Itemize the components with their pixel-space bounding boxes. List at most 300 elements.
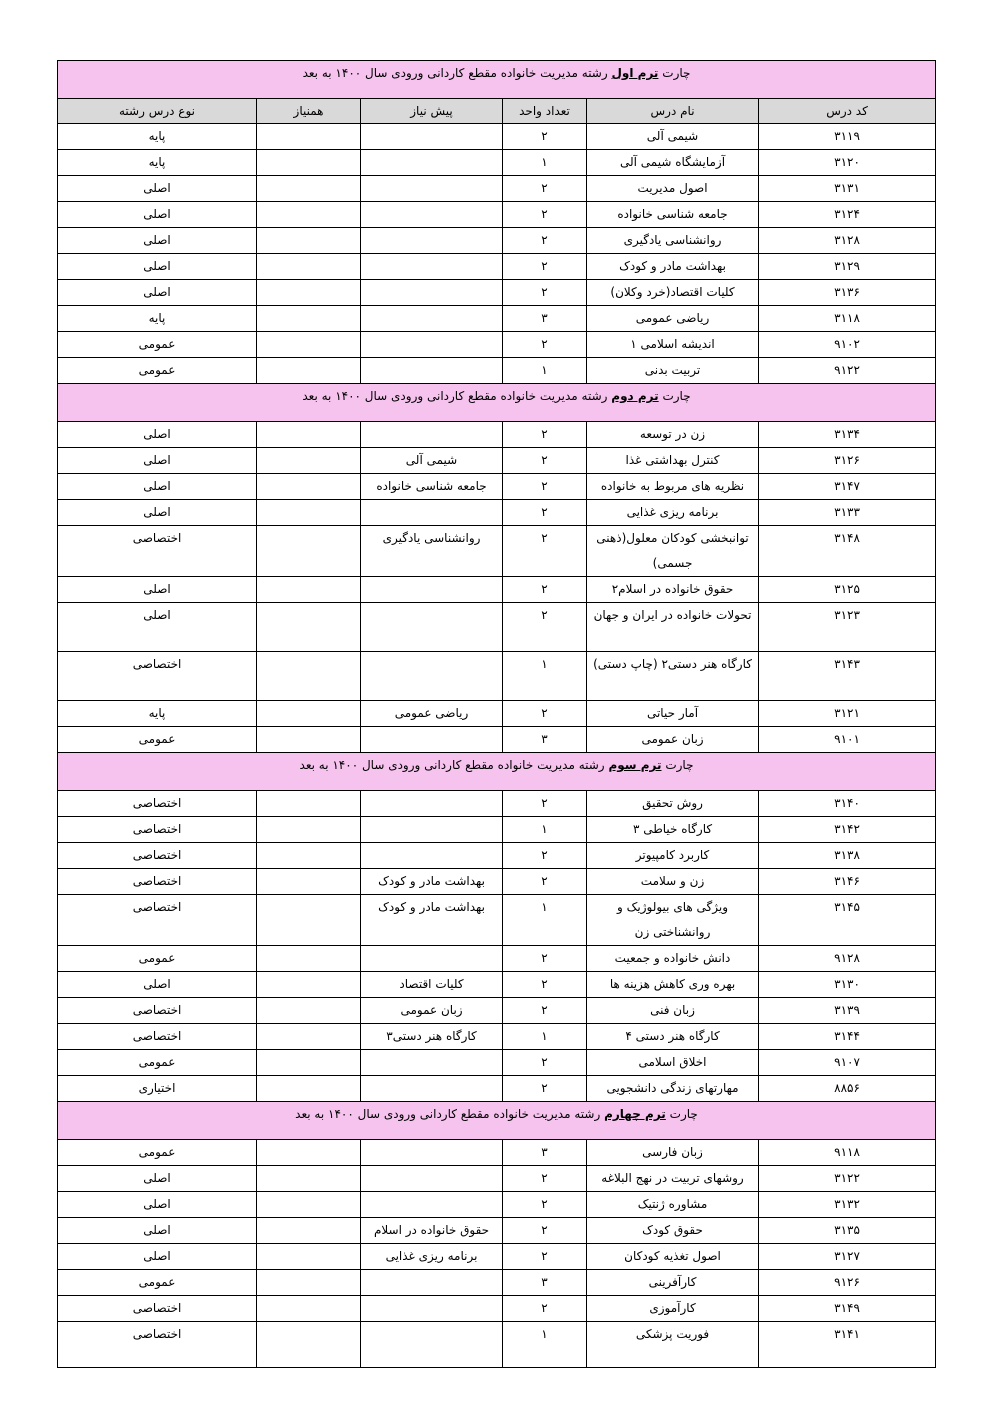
units-cell: ۲ xyxy=(503,577,587,603)
table-row xyxy=(58,1024,936,1050)
course-code-cell: ۳۱۲۶ xyxy=(759,448,936,474)
table-row xyxy=(58,869,936,895)
course-name-cell: زبان عمومی xyxy=(587,727,759,753)
course-name-cell: توانبخشی کودکان معلول(ذهنی جسمی) xyxy=(587,526,759,577)
course-name-cell: شیمی آلی xyxy=(587,124,759,150)
corequisite-cell xyxy=(257,306,361,332)
course-name-cell: دانش خانواده و جمعیت xyxy=(587,946,759,972)
prerequisite-cell: زبان عمومی xyxy=(361,998,503,1024)
table-row xyxy=(58,306,936,332)
table-row xyxy=(58,603,936,652)
section-title-end: رشته مدیریت خانواده مقطع کاردانی ورودی سال ۱۴۰۰ به بعد xyxy=(302,66,608,80)
section-title xyxy=(58,753,936,791)
corequisite-cell xyxy=(257,727,361,753)
course-code-cell: ۳۱۳۸ xyxy=(759,843,936,869)
course-type-cell: عمومی xyxy=(58,332,257,358)
course-code-cell: ۳۱۴۹ xyxy=(759,1296,936,1322)
column-header-name: نام درس xyxy=(587,99,759,124)
course-code-cell: ۹۱۲۲ xyxy=(759,358,936,384)
corequisite-cell xyxy=(257,1024,361,1050)
table-row xyxy=(58,998,936,1024)
course-code-cell: ۳۱۲۴ xyxy=(759,202,936,228)
course-name-cell: کارگاه خیاطی ۳ xyxy=(587,817,759,843)
units-cell: ۱ xyxy=(503,358,587,384)
corequisite-cell xyxy=(257,1218,361,1244)
prerequisite-cell: جامعه شناسی خانواده xyxy=(361,474,503,500)
corequisite-cell xyxy=(257,202,361,228)
course-code-cell: ۹۱۰۱ xyxy=(759,727,936,753)
section-title xyxy=(58,384,936,422)
units-cell: ۳ xyxy=(503,306,587,332)
course-name-cell: زن در توسعه xyxy=(587,422,759,448)
course-code-cell: ۳۱۴۴ xyxy=(759,1024,936,1050)
course-type-cell: پایه xyxy=(58,150,257,176)
section-term: ترم دوم xyxy=(611,389,659,403)
course-code-cell: ۳۱۳۹ xyxy=(759,998,936,1024)
prerequisite-cell xyxy=(361,817,503,843)
corequisite-cell xyxy=(257,869,361,895)
course-code-cell: ۳۱۳۰ xyxy=(759,972,936,998)
table-row xyxy=(58,1192,936,1218)
course-name-cell: ریاضی عمومی xyxy=(587,306,759,332)
table-row xyxy=(58,946,936,972)
prerequisite-cell xyxy=(361,332,503,358)
table-row xyxy=(58,1140,936,1166)
units-cell: ۲ xyxy=(503,701,587,727)
course-name-cell: بهره وری کاهش هزینه ها xyxy=(587,972,759,998)
course-type-cell: اصلی xyxy=(58,500,257,526)
units-cell: ۲ xyxy=(503,500,587,526)
units-cell: ۱ xyxy=(503,1024,587,1050)
corequisite-cell xyxy=(257,422,361,448)
course-name-cell: روانشناسی یادگیری xyxy=(587,228,759,254)
prerequisite-cell xyxy=(361,946,503,972)
course-type-cell: اصلی xyxy=(58,1218,257,1244)
prerequisite-cell: روانشناسی یادگیری xyxy=(361,526,503,577)
corequisite-cell xyxy=(257,1140,361,1166)
units-cell: ۳ xyxy=(503,1270,587,1296)
units-cell: ۲ xyxy=(503,280,587,306)
prerequisite-cell: برنامه ریزی غذایی xyxy=(361,1244,503,1270)
table-row xyxy=(58,1166,936,1192)
section-title-row xyxy=(58,384,936,422)
corequisite-cell xyxy=(257,228,361,254)
table-row xyxy=(58,701,936,727)
table-row xyxy=(58,1296,936,1322)
prerequisite-cell xyxy=(361,652,503,701)
units-cell: ۳ xyxy=(503,727,587,753)
corequisite-cell xyxy=(257,972,361,998)
course-type-cell: اختصاصی xyxy=(58,843,257,869)
course-name-cell: زن و سلامت xyxy=(587,869,759,895)
course-name-cell: کارگاه هنر دستی۲ (چاپ دستی) xyxy=(587,652,759,701)
corequisite-cell xyxy=(257,603,361,652)
course-code-cell: ۳۱۳۱ xyxy=(759,176,936,202)
prerequisite-cell xyxy=(361,306,503,332)
units-cell: ۲ xyxy=(503,972,587,998)
corequisite-cell xyxy=(257,1322,361,1368)
section-title xyxy=(58,1102,936,1140)
section-title-start: چارت xyxy=(662,66,691,80)
course-type-cell: اصلی xyxy=(58,280,257,306)
course-type-cell: اصلی xyxy=(58,972,257,998)
prerequisite-cell xyxy=(361,422,503,448)
prerequisite-cell xyxy=(361,577,503,603)
course-type-cell: اصلی xyxy=(58,1166,257,1192)
course-type-cell: اصلی xyxy=(58,422,257,448)
prerequisite-cell xyxy=(361,176,503,202)
corequisite-cell xyxy=(257,1192,361,1218)
course-name-cell: جامعه شناسی خانواده xyxy=(587,202,759,228)
course-type-cell: عمومی xyxy=(58,946,257,972)
units-cell: ۲ xyxy=(503,1050,587,1076)
section-title-row xyxy=(58,1102,936,1140)
corequisite-cell xyxy=(257,500,361,526)
prerequisite-cell xyxy=(361,1192,503,1218)
course-code-cell: ۳۱۴۱ xyxy=(759,1322,936,1368)
corequisite-cell xyxy=(257,280,361,306)
course-type-cell: اصلی xyxy=(58,1244,257,1270)
corequisite-cell xyxy=(257,526,361,577)
prerequisite-cell xyxy=(361,1270,503,1296)
course-type-cell: پایه xyxy=(58,124,257,150)
column-header-row xyxy=(58,99,936,124)
table-row xyxy=(58,124,936,150)
prerequisite-cell xyxy=(361,202,503,228)
table-row xyxy=(58,1244,936,1270)
course-name-cell: اصول تغذیه کودکان xyxy=(587,1244,759,1270)
table-row xyxy=(58,577,936,603)
units-cell: ۲ xyxy=(503,124,587,150)
units-cell: ۲ xyxy=(503,1166,587,1192)
course-code-cell: ۳۱۳۶ xyxy=(759,280,936,306)
course-name-cell: فوریت پزشکی xyxy=(587,1322,759,1368)
course-name-cell: کاربرد کامپیوتر xyxy=(587,843,759,869)
chart-body xyxy=(58,61,936,1368)
course-type-cell: اختصاصی xyxy=(58,895,257,946)
section-title-start: چارت xyxy=(669,1107,698,1121)
prerequisite-cell xyxy=(361,150,503,176)
prerequisite-cell xyxy=(361,228,503,254)
corequisite-cell xyxy=(257,1050,361,1076)
course-name-cell: اخلاق اسلامی xyxy=(587,1050,759,1076)
course-code-cell: ۳۱۳۳ xyxy=(759,500,936,526)
units-cell: ۱ xyxy=(503,1322,587,1368)
table-row xyxy=(58,1270,936,1296)
course-type-cell: اصلی xyxy=(58,228,257,254)
units-cell: ۲ xyxy=(503,1244,587,1270)
table-row xyxy=(58,895,936,946)
units-cell: ۲ xyxy=(503,202,587,228)
course-code-cell: ۳۱۴۰ xyxy=(759,791,936,817)
corequisite-cell xyxy=(257,1076,361,1102)
course-name-cell: کارگاه هنر دستی ۴ xyxy=(587,1024,759,1050)
units-cell: ۲ xyxy=(503,603,587,652)
course-code-cell: ۳۱۳۴ xyxy=(759,422,936,448)
course-code-cell: ۳۱۱۸ xyxy=(759,306,936,332)
prerequisite-cell xyxy=(361,280,503,306)
course-type-cell: عمومی xyxy=(58,1140,257,1166)
table-row xyxy=(58,1050,936,1076)
table-row xyxy=(58,500,936,526)
corequisite-cell xyxy=(257,254,361,280)
units-cell: ۲ xyxy=(503,869,587,895)
course-code-cell: ۹۱۲۸ xyxy=(759,946,936,972)
prerequisite-cell xyxy=(361,500,503,526)
prerequisite-cell: بهداشت مادر و کودک xyxy=(361,895,503,946)
units-cell: ۲ xyxy=(503,1192,587,1218)
table-row xyxy=(58,817,936,843)
prerequisite-cell: شیمی آلی xyxy=(361,448,503,474)
table-row xyxy=(58,474,936,500)
course-code-cell: ۳۱۲۸ xyxy=(759,228,936,254)
course-code-cell: ۳۱۴۵ xyxy=(759,895,936,946)
course-name-cell: زبان فنی xyxy=(587,998,759,1024)
units-cell: ۲ xyxy=(503,176,587,202)
units-cell: ۱ xyxy=(503,895,587,946)
course-type-cell: اختصاصی xyxy=(58,1296,257,1322)
course-name-cell: تربیت بدنی xyxy=(587,358,759,384)
course-code-cell: ۳۱۴۲ xyxy=(759,817,936,843)
course-name-cell: نظریه های مربوط به خانواده xyxy=(587,474,759,500)
course-type-cell: اختیاری xyxy=(58,1076,257,1102)
course-code-cell: ۳۱۴۷ xyxy=(759,474,936,500)
prerequisite-cell xyxy=(361,1076,503,1102)
corequisite-cell xyxy=(257,124,361,150)
prerequisite-cell: کارگاه هنر دستی۳ xyxy=(361,1024,503,1050)
column-header-code: کد درس xyxy=(759,99,936,124)
prerequisite-cell: حقوق خانواده در اسلام xyxy=(361,1218,503,1244)
course-name-cell: مشاوره ژنتیک xyxy=(587,1192,759,1218)
prerequisite-cell: بهداشت مادر و کودک xyxy=(361,869,503,895)
table-row xyxy=(58,972,936,998)
course-code-cell: ۳۱۲۳ xyxy=(759,603,936,652)
table-row xyxy=(58,280,936,306)
section-term: ترم چهارم xyxy=(604,1107,666,1121)
course-type-cell: اختصاصی xyxy=(58,652,257,701)
corequisite-cell xyxy=(257,1270,361,1296)
units-cell: ۲ xyxy=(503,526,587,577)
table-row xyxy=(58,176,936,202)
corequisite-cell xyxy=(257,701,361,727)
section-title xyxy=(58,61,936,99)
prerequisite-cell xyxy=(361,1296,503,1322)
corequisite-cell xyxy=(257,332,361,358)
units-cell: ۲ xyxy=(503,448,587,474)
table-row xyxy=(58,1218,936,1244)
units-cell: ۲ xyxy=(503,332,587,358)
course-name-cell: کارآموزی xyxy=(587,1296,759,1322)
units-cell: ۳ xyxy=(503,1140,587,1166)
course-code-cell: ۳۱۲۷ xyxy=(759,1244,936,1270)
course-name-cell: برنامه ریزی غذایی xyxy=(587,500,759,526)
table-row xyxy=(58,150,936,176)
corequisite-cell xyxy=(257,652,361,701)
prerequisite-cell xyxy=(361,1050,503,1076)
units-cell: ۲ xyxy=(503,474,587,500)
course-name-cell: روش تحقیق xyxy=(587,791,759,817)
prerequisite-cell xyxy=(361,1166,503,1192)
units-cell: ۲ xyxy=(503,1218,587,1244)
course-code-cell: ۳۱۳۵ xyxy=(759,1218,936,1244)
corequisite-cell xyxy=(257,577,361,603)
course-type-cell: اختصاصی xyxy=(58,869,257,895)
course-name-cell: زبان فارسی xyxy=(587,1140,759,1166)
prerequisite-cell xyxy=(361,1140,503,1166)
corequisite-cell xyxy=(257,998,361,1024)
corequisite-cell xyxy=(257,1296,361,1322)
prerequisite-cell xyxy=(361,603,503,652)
curriculum-chart-table xyxy=(57,60,936,1368)
units-cell: ۱ xyxy=(503,652,587,701)
section-title-row xyxy=(58,753,936,791)
table-row xyxy=(58,1076,936,1102)
course-name-cell: روشهای تربیت در نهج البلاغه xyxy=(587,1166,759,1192)
course-code-cell: ۸۸۵۶ xyxy=(759,1076,936,1102)
course-type-cell: اصلی xyxy=(58,1192,257,1218)
course-code-cell: ۹۱۰۲ xyxy=(759,332,936,358)
course-code-cell: ۳۱۲۹ xyxy=(759,254,936,280)
section-title-start: چارت xyxy=(662,389,691,403)
units-cell: ۲ xyxy=(503,791,587,817)
section-title-end: رشته مدیریت خانواده مقطع کاردانی ورودی سال ۱۴۰۰ به بعد xyxy=(295,1107,601,1121)
course-type-cell: اصلی xyxy=(58,577,257,603)
course-code-cell: ۳۱۲۵ xyxy=(759,577,936,603)
prerequisite-cell xyxy=(361,843,503,869)
table-row xyxy=(58,358,936,384)
column-header-type: نوع درس رشته xyxy=(58,99,257,124)
table-row xyxy=(58,422,936,448)
course-type-cell: عمومی xyxy=(58,727,257,753)
units-cell: ۲ xyxy=(503,946,587,972)
prerequisite-cell: ریاضی عمومی xyxy=(361,701,503,727)
units-cell: ۲ xyxy=(503,843,587,869)
prerequisite-cell: کلیات اقتصاد xyxy=(361,972,503,998)
corequisite-cell xyxy=(257,176,361,202)
column-header-units: تعداد واحد xyxy=(503,99,587,124)
section-title-end: رشته مدیریت خانواده مقطع کاردانی ورودی سال ۱۴۰۰ به بعد xyxy=(302,389,608,403)
course-name-cell: کلیات اقتصاد(خرد وکلان) xyxy=(587,280,759,306)
column-header-coreq: همنیاز xyxy=(257,99,361,124)
prerequisite-cell xyxy=(361,791,503,817)
table-row xyxy=(58,332,936,358)
course-type-cell: اصلی xyxy=(58,176,257,202)
course-type-cell: اصلی xyxy=(58,202,257,228)
section-title-end: رشته مدیریت خانواده مقطع کاردانی ورودی سال ۱۴۰۰ به بعد xyxy=(299,758,605,772)
table-row xyxy=(58,526,936,577)
course-code-cell: ۳۱۱۹ xyxy=(759,124,936,150)
prerequisite-cell xyxy=(361,358,503,384)
course-type-cell: عمومی xyxy=(58,1270,257,1296)
course-type-cell: اصلی xyxy=(58,254,257,280)
course-code-cell: ۳۱۴۸ xyxy=(759,526,936,577)
units-cell: ۱ xyxy=(503,150,587,176)
corequisite-cell xyxy=(257,1166,361,1192)
course-type-cell: اختصاصی xyxy=(58,817,257,843)
table-row xyxy=(58,448,936,474)
table-row xyxy=(58,843,936,869)
course-name-cell: اندیشه اسلامی ۱ xyxy=(587,332,759,358)
corequisite-cell xyxy=(257,1244,361,1270)
course-name-cell: آزمایشگاه شیمی آلی xyxy=(587,150,759,176)
table-row xyxy=(58,652,936,701)
corequisite-cell xyxy=(257,448,361,474)
table-row xyxy=(58,727,936,753)
course-code-cell: ۳۱۴۶ xyxy=(759,869,936,895)
course-type-cell: پایه xyxy=(58,306,257,332)
section-title-row xyxy=(58,61,936,99)
corequisite-cell xyxy=(257,817,361,843)
column-header-prereq: پیش نیاز xyxy=(361,99,503,124)
units-cell: ۱ xyxy=(503,817,587,843)
units-cell: ۲ xyxy=(503,254,587,280)
course-type-cell: عمومی xyxy=(58,358,257,384)
table-row xyxy=(58,202,936,228)
course-name-cell: بهداشت مادر و کودک xyxy=(587,254,759,280)
corequisite-cell xyxy=(257,358,361,384)
table-row xyxy=(58,228,936,254)
units-cell: ۲ xyxy=(503,228,587,254)
table-row xyxy=(58,254,936,280)
units-cell: ۲ xyxy=(503,422,587,448)
course-code-cell: ۳۱۲۱ xyxy=(759,701,936,727)
units-cell: ۲ xyxy=(503,998,587,1024)
course-name-cell: اصول مدیریت xyxy=(587,176,759,202)
course-type-cell: اختصاصی xyxy=(58,791,257,817)
corequisite-cell xyxy=(257,946,361,972)
prerequisite-cell xyxy=(361,1322,503,1368)
prerequisite-cell xyxy=(361,254,503,280)
course-code-cell: ۳۱۴۳ xyxy=(759,652,936,701)
units-cell: ۲ xyxy=(503,1296,587,1322)
course-name-cell: مهارتهای زندگی دانشجویی xyxy=(587,1076,759,1102)
course-code-cell: ۳۱۳۲ xyxy=(759,1192,936,1218)
course-code-cell: ۳۱۲۰ xyxy=(759,150,936,176)
course-type-cell: اختصاصی xyxy=(58,1024,257,1050)
course-name-cell: آمار حیاتی xyxy=(587,701,759,727)
course-type-cell: اصلی xyxy=(58,474,257,500)
units-cell: ۲ xyxy=(503,1076,587,1102)
course-type-cell: اختصاصی xyxy=(58,998,257,1024)
table-row xyxy=(58,791,936,817)
course-name-cell: تحولات خانواده در ایران و جهان xyxy=(587,603,759,652)
course-type-cell: اختصاصی xyxy=(58,526,257,577)
course-type-cell: پایه xyxy=(58,701,257,727)
section-title-start: چارت xyxy=(665,758,694,772)
course-name-cell: کارآفرینی xyxy=(587,1270,759,1296)
course-code-cell: ۹۱۱۸ xyxy=(759,1140,936,1166)
section-term: ترم اول xyxy=(611,66,659,80)
course-code-cell: ۹۱۰۷ xyxy=(759,1050,936,1076)
table-row xyxy=(58,1322,936,1368)
corequisite-cell xyxy=(257,843,361,869)
course-name-cell: کنترل بهداشتی غذا xyxy=(587,448,759,474)
corequisite-cell xyxy=(257,150,361,176)
corequisite-cell xyxy=(257,895,361,946)
course-type-cell: اختصاصی xyxy=(58,1322,257,1368)
section-term: ترم سوم xyxy=(608,758,662,772)
course-code-cell: ۹۱۲۶ xyxy=(759,1270,936,1296)
course-name-cell: حقوق کودک xyxy=(587,1218,759,1244)
course-name-cell: ویژگی های بیولوژیک و روانشناختی زن xyxy=(587,895,759,946)
course-type-cell: عمومی xyxy=(58,1050,257,1076)
course-type-cell: اصلی xyxy=(58,603,257,652)
corequisite-cell xyxy=(257,791,361,817)
course-type-cell: اصلی xyxy=(58,448,257,474)
course-code-cell: ۳۱۲۲ xyxy=(759,1166,936,1192)
corequisite-cell xyxy=(257,474,361,500)
prerequisite-cell xyxy=(361,727,503,753)
